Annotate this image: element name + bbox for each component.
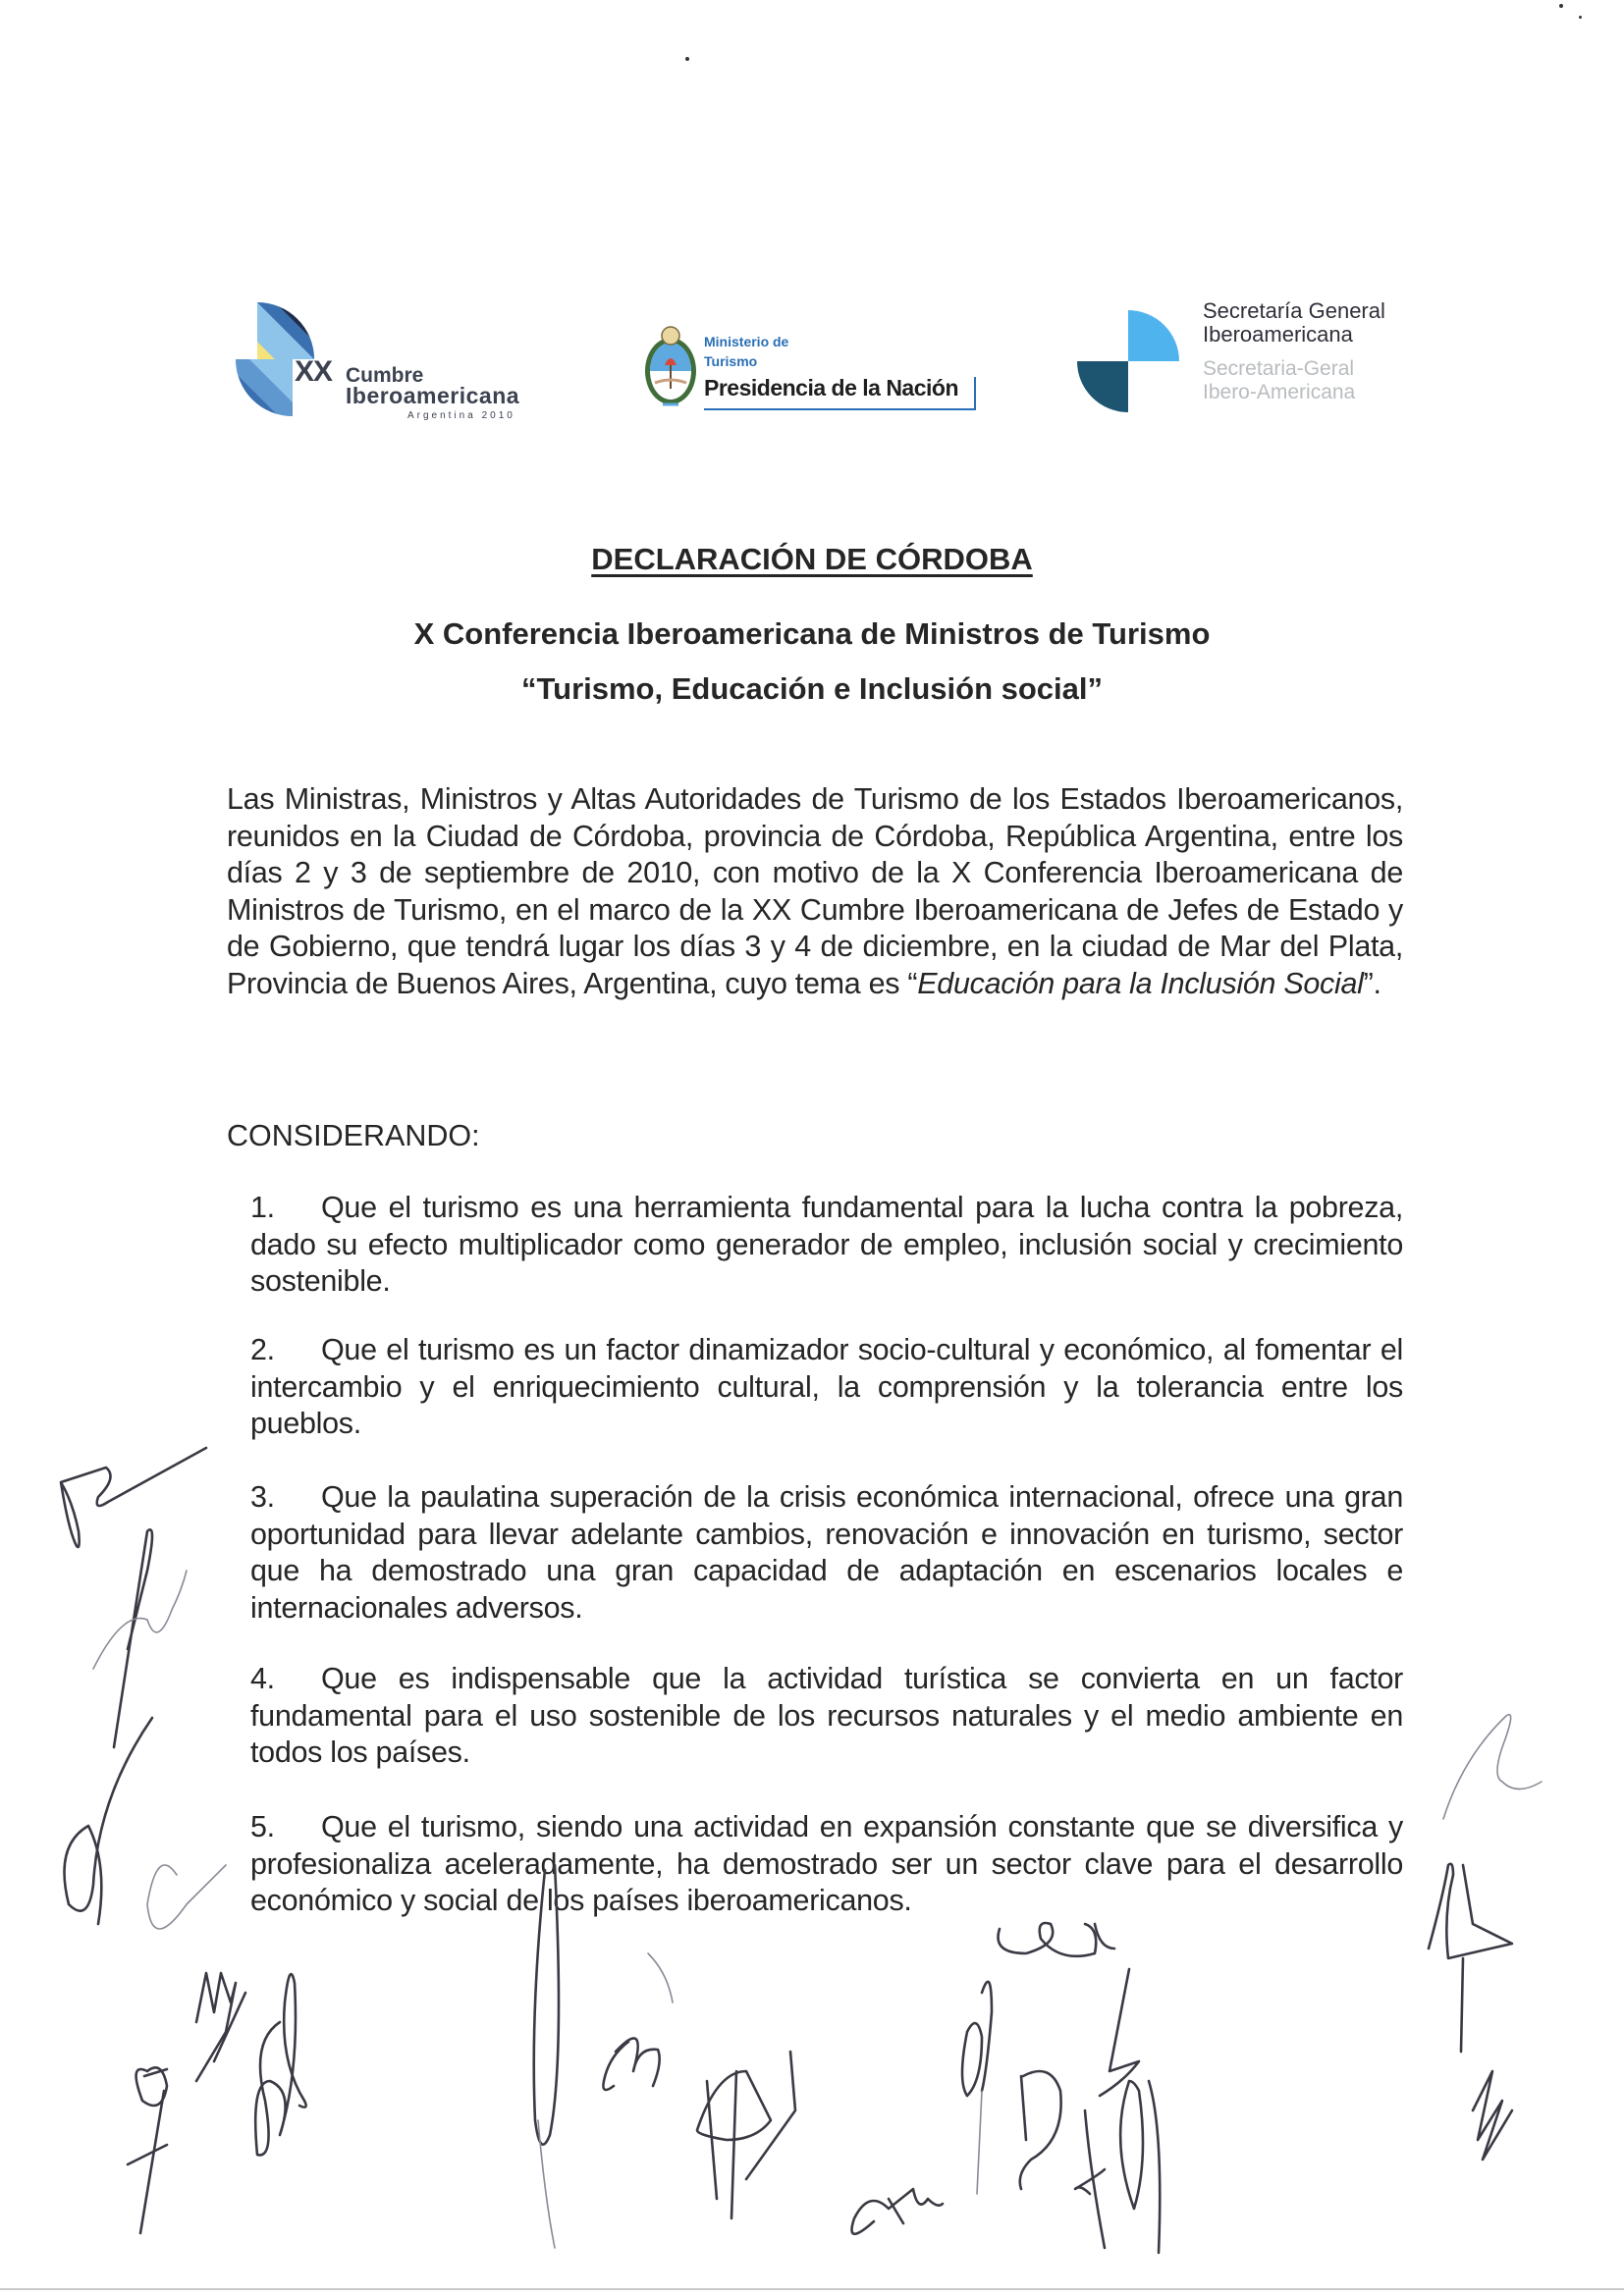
cumbre-line3: Argentina 2010 bbox=[407, 410, 515, 421]
signature-left-1 bbox=[61, 1448, 206, 1547]
ministerio-line2: Turismo bbox=[704, 353, 758, 369]
item-number: 3. bbox=[250, 1480, 275, 1514]
scan-speck bbox=[685, 57, 689, 61]
signature-tall-center bbox=[534, 1865, 559, 2248]
document-theme: “Turismo, Educación e Inclusión social” bbox=[521, 671, 1103, 706]
signature-scribble-center bbox=[697, 2052, 795, 2218]
item-number: 4. bbox=[250, 1662, 275, 1695]
considerando-item bbox=[250, 1661, 1403, 1772]
item-number: 2. bbox=[250, 1333, 275, 1366]
segib-line2: Iberoamericana bbox=[1203, 322, 1353, 347]
intro-closing: ”. bbox=[1363, 966, 1381, 1000]
considerando-item bbox=[250, 1332, 1403, 1443]
signature-loops-right bbox=[999, 1923, 1114, 1956]
ministerio-line1: Ministerio de bbox=[704, 334, 789, 349]
intro-emphasis: Educación para la Inclusión Social bbox=[917, 966, 1364, 1000]
document-subtitle: X Conferencia Iberoamericana de Ministros de Turismo bbox=[413, 616, 1211, 651]
cumbre-line1: Cumbre bbox=[346, 364, 424, 387]
considerando-item bbox=[250, 1479, 1403, 1627]
item-text: Que el turismo, siendo una actividad en expansión constante que se diversifica y profesionaliza aceleradamente, ha demostrado ser un sector clave para el desarrollo económico y social de los países iberoamericanos. bbox=[250, 1810, 1403, 1917]
segib-line4: Ibero-Americana bbox=[1203, 381, 1356, 403]
signature-left-3 bbox=[65, 1718, 227, 1929]
scan-speck bbox=[1579, 16, 1582, 19]
considerando-item bbox=[250, 1190, 1403, 1301]
segib-line1: Secretaría General bbox=[1203, 298, 1385, 323]
scan-speck bbox=[1559, 4, 1563, 8]
item-number: 1. bbox=[250, 1191, 275, 1224]
signature-ul bbox=[1075, 2081, 1160, 2253]
item-number: 5. bbox=[250, 1810, 275, 1843]
logo-segib bbox=[1073, 294, 1427, 422]
signature-theta bbox=[128, 2067, 167, 2233]
signature-alt bbox=[852, 2189, 944, 2234]
item-text: Que es indispensable que la actividad turística se convierta en un factor fundamental para el uso sostenible de los recursos naturales y el medio ambiente en todos los países. bbox=[250, 1662, 1403, 1769]
ministerio-rule-vertical bbox=[974, 377, 976, 408]
ministerio-line3: Presidencia de la Nación bbox=[704, 375, 959, 400]
signature-l bbox=[1100, 1969, 1139, 2096]
logo-cumbre-iberoamericana bbox=[236, 302, 550, 425]
document-title: DECLARACIÓN DE CÓRDOBA bbox=[591, 542, 1033, 576]
signature-far-right-3 bbox=[1473, 2071, 1512, 2160]
signature-tall-ell bbox=[962, 1982, 992, 2194]
signature-d bbox=[1020, 2071, 1061, 2189]
scan-edge-line bbox=[0, 2288, 1624, 2290]
intro-text: Las Ministras, Ministros y Altas Autoridades de Turismo de los Estados Iberoamericanos, reunidos en la Ciudad de Córdoba, provincia de Córdoba, República Argentina, entre los días 2 y 3 de septiembre de 2010, con motivo de la X Conferencia Iberoamericana de Ministros de Turismo, en el marco de la XX Cumbre Iberoamericana de Jefes de Estado y de Gobierno, que tendrá lugar los días 3 y 4 de diciembre, en la ciudad de Mar del Plata, Provincia de Buenos Aires, Argentina, cuyo tema es “ bbox=[227, 782, 1403, 1000]
signature-left-2 bbox=[93, 1529, 187, 1747]
item-text: Que el turismo es un factor dinamizador socio-cultural y económico, al fomentar el intercambio y el enriquecimiento cultural, la comprensión y la tolerancia entre los pueblos. bbox=[250, 1333, 1403, 1440]
segib-emblem-icon bbox=[1073, 308, 1181, 416]
signature-loop-1 bbox=[255, 1974, 305, 2155]
cumbre-numeral: XX bbox=[295, 355, 333, 388]
cumbre-line2: Iberoamericana bbox=[346, 383, 520, 408]
intro-paragraph bbox=[227, 781, 1403, 1002]
signature-b bbox=[603, 1953, 673, 2090]
ministerio-rule-horizontal bbox=[704, 408, 976, 410]
signature-far-right-1 bbox=[1443, 1715, 1542, 1819]
item-text: Que la paulatina superación de la crisis económica internacional, ofrece una gran oportunidad para llevar adelante cambios, renovación e innovación en turismo, sector que ha demostrado una gran capacidad de adaptación en escenarios locales e internacionales adversos. bbox=[250, 1480, 1403, 1625]
segib-line3: Secretaria-Geral bbox=[1203, 357, 1355, 380]
signature-far-right-2 bbox=[1429, 1864, 1512, 2052]
signature-nm bbox=[196, 1973, 245, 2081]
item-text: Que el turismo es una herramienta fundamental para la lucha contra la pobreza, dado su efecto multiplicador como generador de empleo, inclusión social y crecimiento sostenible. bbox=[250, 1191, 1403, 1298]
coat-of-arms-icon bbox=[643, 322, 698, 416]
considerando-heading: CONSIDERANDO: bbox=[227, 1119, 480, 1152]
logo-ministerio-turismo bbox=[643, 314, 997, 422]
considerando-item bbox=[250, 1809, 1403, 1920]
